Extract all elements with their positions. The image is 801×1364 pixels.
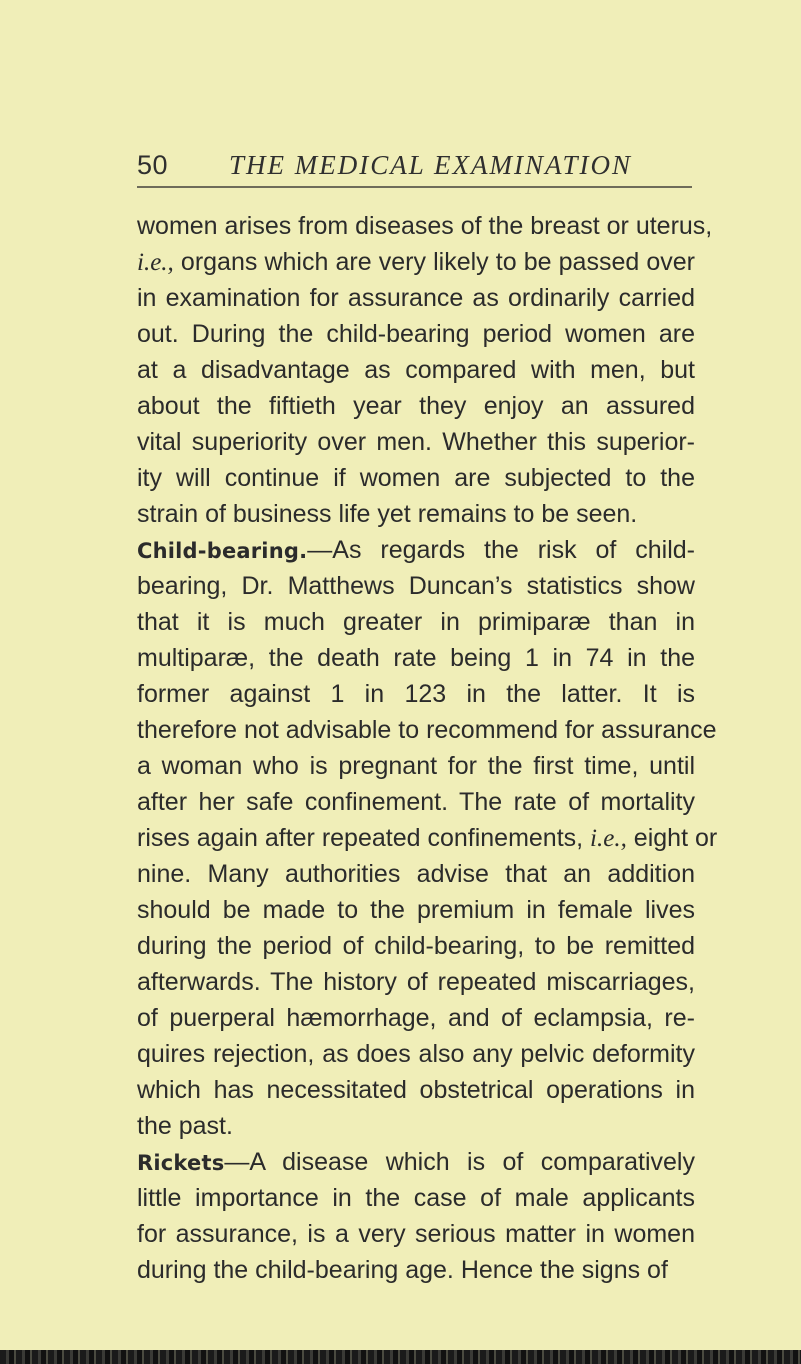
text-line: that it is much greater in primiparæ than in <box>137 608 695 636</box>
text-line: quires rejection, as does also any pelvic deformity <box>137 1040 695 1068</box>
text-line: during the period of child-bearing, to be remitted <box>137 932 695 960</box>
text-line: out. During the child-bearing period women are <box>137 320 695 348</box>
text-line: in examination for assurance as ordinarily carried <box>137 284 695 312</box>
text-line: ity will continue if women are subjected to the <box>137 464 695 492</box>
body-text <box>137 208 718 1288</box>
text-line: i.e., organs which are very likely to be passed over <box>137 248 695 276</box>
sidehead-dash: — <box>224 1148 250 1176</box>
text-line: women arises from diseases of the breast or uterus, <box>137 212 713 240</box>
text-line: should be made to the premium in female lives <box>137 896 695 924</box>
text-line: afterwards. The history of repeated miscarriages, <box>137 968 695 996</box>
text-line: therefore not advisable to recommend for assurance <box>137 716 717 744</box>
running-head <box>137 150 692 188</box>
text-line: for assurance, is a very serious matter in women <box>137 1220 695 1248</box>
text-line: the past. <box>137 1112 233 1140</box>
text-line: at a disadvantage as compared with men, but <box>137 356 695 384</box>
text-line: multiparæ, the death rate being 1 in 74 in the <box>137 644 695 672</box>
text-line: nine. Many authorities advise that an addition <box>137 860 695 888</box>
text-line: rises again after repeated confinements, i.e., eight or <box>137 824 718 852</box>
running-title: THE MEDICAL EXAMINATION <box>229 150 632 180</box>
text-line: which has necessitated obstetrical operations in <box>137 1076 695 1104</box>
text-line: a woman who is pregnant for the first time, until <box>137 752 695 780</box>
text-line: strain of business life yet remains to be seen. <box>137 500 638 528</box>
paragraph-rickets-start: Rickets—A disease which is of comparatively <box>137 1148 695 1176</box>
paragraph-childbearing-start: Child-bearing.—As regards the risk of child- <box>137 536 695 564</box>
text-line: after her safe confinement. The rate of mortality <box>137 788 695 816</box>
abbreviation-ie: i.e., <box>137 249 174 276</box>
text-line: little importance in the case of male applicants <box>137 1184 695 1212</box>
sidehead-rickets: Rickets <box>137 1151 225 1175</box>
sidehead-dash: — <box>307 536 333 564</box>
abbreviation-ie: i.e., <box>590 825 627 852</box>
text-line: former against 1 in 123 in the latter. It is <box>137 680 695 708</box>
text-line: about the fiftieth year they enjoy an assured <box>137 392 695 420</box>
text-line: during the child-bearing age. Hence the signs of <box>137 1256 668 1284</box>
sidehead-child-bearing: Child-bearing. <box>137 539 308 563</box>
text-line: vital superiority over men. Whether this superior- <box>137 428 695 456</box>
page-number: 50 <box>137 150 169 180</box>
scan-edge-strip <box>0 1350 801 1364</box>
text-line: of puerperal hæmorrhage, and of eclampsia, re- <box>137 1004 695 1032</box>
text-line: bearing, Dr. Matthews Duncan’s statistics show <box>137 572 695 600</box>
